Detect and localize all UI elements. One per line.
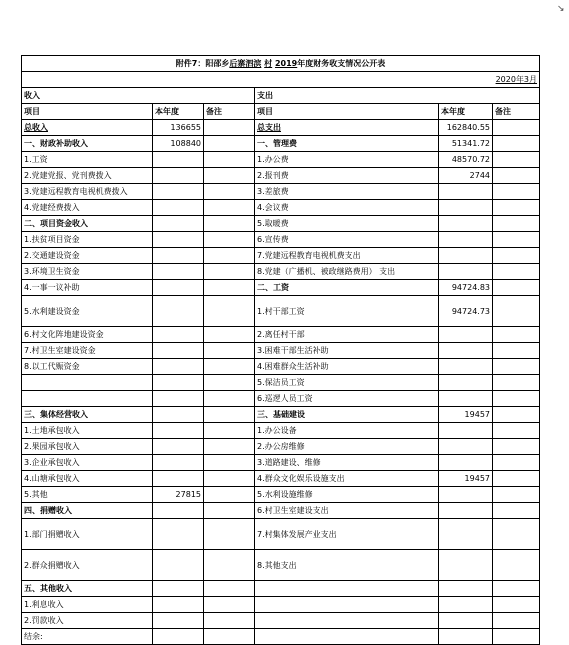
income-item-value — [153, 168, 204, 184]
income-item-value — [153, 359, 204, 375]
income-item-label: 3.环境卫生资金 — [22, 264, 153, 280]
table-row — [22, 581, 540, 597]
finance-table — [21, 55, 540, 645]
table-row — [22, 407, 540, 423]
expense-item-note — [493, 439, 540, 455]
expense-total-label: 总支出 — [255, 120, 439, 136]
table-row — [22, 519, 540, 550]
expense-item-note — [493, 216, 540, 232]
table-row — [22, 391, 540, 407]
title-village: 后寨泗滨 — [229, 59, 262, 68]
income-item-value — [153, 455, 204, 471]
expense-empty-cell — [439, 613, 493, 629]
income-item-label: 3.企业承包收入 — [22, 455, 153, 471]
expense-item-note — [493, 359, 540, 375]
income-item-value — [153, 597, 204, 613]
title-unit: 村 — [264, 59, 273, 68]
expense-item-value — [439, 232, 493, 248]
income-item-value — [153, 391, 204, 407]
income-item-note — [204, 581, 255, 597]
income-item-label: 2.群众捐赠收入 — [22, 550, 153, 581]
expense-empty-cell — [493, 613, 540, 629]
expense-item-note — [493, 423, 540, 439]
date-year: 2020 — [495, 75, 516, 84]
expense-empty-cell — [255, 597, 439, 613]
table-row — [22, 343, 540, 359]
expense-item-note — [493, 296, 540, 327]
expense-item-label: 1.办公设备 — [255, 423, 439, 439]
expense-item-label: 3.差旅费 — [255, 184, 439, 200]
income-item-note — [204, 200, 255, 216]
expense-empty-cell — [493, 597, 540, 613]
expense-item-label: 8.其他支出 — [255, 550, 439, 581]
table-row — [22, 487, 540, 503]
expense-item-note — [493, 248, 540, 264]
income-item-label: 一、财政补助收入 — [22, 136, 153, 152]
income-item-header: 项目 — [22, 104, 153, 120]
expense-item-label: 3.困难干部生活补助 — [255, 343, 439, 359]
table-row — [22, 375, 540, 391]
expense-item-note — [493, 200, 540, 216]
income-item-note — [204, 487, 255, 503]
income-item-note — [204, 519, 255, 550]
income-item-note — [204, 613, 255, 629]
title-prefix: 附件7：阳邵乡 — [175, 59, 230, 68]
income-year-header: 本年度 — [153, 104, 204, 120]
expense-item-label: 5.取暖费 — [255, 216, 439, 232]
expense-empty-cell — [255, 581, 439, 597]
expense-item-label: 6.巡逻人员工资 — [255, 391, 439, 407]
page-title — [22, 56, 540, 72]
income-item-note — [204, 232, 255, 248]
income-item-label: 2.罚款收入 — [22, 613, 153, 629]
income-item-note — [204, 407, 255, 423]
income-item-note — [204, 550, 255, 581]
income-item-value: 27815 — [153, 487, 204, 503]
income-item-label: 5.水利建设资金 — [22, 296, 153, 327]
expense-item-note — [493, 487, 540, 503]
expense-item-note — [493, 343, 540, 359]
income-item-label: 结余: — [22, 629, 153, 645]
income-item-value — [153, 184, 204, 200]
income-item-value — [153, 200, 204, 216]
table-row — [22, 503, 540, 519]
income-item-value — [153, 296, 204, 327]
expense-item-label: 2.报刊费 — [255, 168, 439, 184]
expense-empty-cell — [493, 629, 540, 645]
income-item-value — [153, 519, 204, 550]
expense-item-value — [439, 375, 493, 391]
table-row — [22, 423, 540, 439]
expense-item-note — [493, 375, 540, 391]
date-month: 年3月 — [515, 75, 538, 84]
table-row — [22, 359, 540, 375]
table-row — [22, 439, 540, 455]
income-item-label: 二、项目资金收入 — [22, 216, 153, 232]
income-item-note — [204, 296, 255, 327]
table-row — [22, 613, 540, 629]
expense-item-value: 94724.73 — [439, 296, 493, 327]
income-item-label: 2.党建党报、党刊费拨入 — [22, 168, 153, 184]
expense-item-value — [439, 184, 493, 200]
expense-item-label: 6.村卫生室建设支出 — [255, 503, 439, 519]
table-row — [22, 455, 540, 471]
income-item-note — [204, 327, 255, 343]
income-item-note — [204, 184, 255, 200]
table-row — [22, 280, 540, 296]
income-item-note — [204, 136, 255, 152]
income-item-label: 4.党建经费拨入 — [22, 200, 153, 216]
income-item-label: 3.党建远程教育电视机费拨入 — [22, 184, 153, 200]
income-item-label: 四、捐赠收入 — [22, 503, 153, 519]
income-item-value — [153, 152, 204, 168]
table-row — [22, 200, 540, 216]
table-row — [22, 168, 540, 184]
expense-item-label: 2.离任村干部 — [255, 327, 439, 343]
income-item-note — [204, 629, 255, 645]
sheet-corner-mark: ↘ — [557, 4, 565, 14]
income-item-note — [204, 375, 255, 391]
expense-item-label: 7.村集体发展产业支出 — [255, 519, 439, 550]
income-item-label: 1.部门捐赠收入 — [22, 519, 153, 550]
expense-item-label: 5.保洁员工资 — [255, 375, 439, 391]
expense-empty-cell — [439, 629, 493, 645]
income-item-value — [153, 280, 204, 296]
income-item-note — [204, 455, 255, 471]
expense-item-label: 5.水利设施维修 — [255, 487, 439, 503]
table-row — [22, 629, 540, 645]
income-item-note — [204, 343, 255, 359]
income-item-label: 5.其他 — [22, 487, 153, 503]
income-total-value: 136655 — [153, 120, 204, 136]
income-item-value — [153, 629, 204, 645]
expense-item-value: 2744 — [439, 168, 493, 184]
table-row — [22, 550, 540, 581]
expense-item-note — [493, 327, 540, 343]
income-item-note — [204, 248, 255, 264]
expense-item-note — [493, 503, 540, 519]
expense-year-header: 本年度 — [439, 104, 493, 120]
income-item-label: 1.扶贫项目资金 — [22, 232, 153, 248]
expense-item-note — [493, 168, 540, 184]
expense-item-label: 二、工资 — [255, 280, 439, 296]
expense-item-label: 4.会议费 — [255, 200, 439, 216]
expense-item-header: 项目 — [255, 104, 439, 120]
income-total-note — [204, 120, 255, 136]
table-row — [22, 296, 540, 327]
expense-item-note — [493, 152, 540, 168]
table-row — [22, 471, 540, 487]
table-row — [22, 136, 540, 152]
income-item-label: 8.以工代赈资金 — [22, 359, 153, 375]
expense-item-value: 19457 — [439, 471, 493, 487]
expense-item-note — [493, 519, 540, 550]
expense-item-value — [439, 423, 493, 439]
expense-empty-cell — [439, 597, 493, 613]
expense-item-value — [439, 248, 493, 264]
income-total-label: 总收入 — [22, 120, 153, 136]
income-item-value — [153, 248, 204, 264]
income-item-note — [204, 503, 255, 519]
expense-item-label: 4.困难群众生活补助 — [255, 359, 439, 375]
title-suffix: 年度财务收支情况公开表 — [297, 59, 386, 68]
expense-item-value — [439, 359, 493, 375]
expense-item-value: 94724.83 — [439, 280, 493, 296]
expense-item-note — [493, 391, 540, 407]
income-item-note — [204, 280, 255, 296]
income-item-note — [204, 216, 255, 232]
expense-total-value: 162840.55 — [439, 120, 493, 136]
expense-item-note — [493, 136, 540, 152]
expense-item-value — [439, 439, 493, 455]
income-item-label: 4.一事一议补助 — [22, 280, 153, 296]
income-item-label: 2.果园承包收入 — [22, 439, 153, 455]
table-row — [22, 216, 540, 232]
income-item-label: 三、集体经营收入 — [22, 407, 153, 423]
expense-item-label: 3.道路建设、维修 — [255, 455, 439, 471]
expense-empty-cell — [255, 613, 439, 629]
expense-item-value — [439, 343, 493, 359]
expense-item-value — [439, 503, 493, 519]
income-item-label: 7.村卫生室建设资金 — [22, 343, 153, 359]
expense-total-note — [493, 120, 540, 136]
title-year: 2019 — [274, 59, 298, 68]
income-item-value — [153, 581, 204, 597]
income-item-value: 108840 — [153, 136, 204, 152]
expense-item-note — [493, 407, 540, 423]
income-item-label — [22, 391, 153, 407]
income-item-value — [153, 407, 204, 423]
expense-header: 支出 — [255, 88, 540, 104]
income-item-note — [204, 423, 255, 439]
income-item-label: 1.土地承包收入 — [22, 423, 153, 439]
income-item-value — [153, 375, 204, 391]
expense-item-value — [439, 550, 493, 581]
table-row — [22, 264, 540, 280]
expense-item-value — [439, 519, 493, 550]
expense-item-value: 51341.72 — [439, 136, 493, 152]
income-item-note — [204, 264, 255, 280]
expense-item-value — [439, 216, 493, 232]
expense-item-value — [439, 391, 493, 407]
income-item-value — [153, 216, 204, 232]
expense-item-note — [493, 550, 540, 581]
income-header: 收入 — [22, 88, 255, 104]
income-note-header: 备注 — [204, 104, 255, 120]
table-row — [22, 152, 540, 168]
income-item-value — [153, 232, 204, 248]
expense-item-value — [439, 327, 493, 343]
income-item-label: 4.山塘承包收入 — [22, 471, 153, 487]
expense-item-note — [493, 264, 540, 280]
income-item-label — [22, 375, 153, 391]
table-row — [22, 232, 540, 248]
income-item-label: 2.交通建设资金 — [22, 248, 153, 264]
income-item-value — [153, 471, 204, 487]
expense-item-note — [493, 184, 540, 200]
expense-item-label: 8.党建（广播机、被政继路费用） 支出 — [255, 264, 439, 280]
expense-item-value — [439, 264, 493, 280]
expense-item-label: 三、基础建设 — [255, 407, 439, 423]
expense-item-value — [439, 487, 493, 503]
expense-item-note — [493, 280, 540, 296]
income-item-note — [204, 439, 255, 455]
income-item-note — [204, 359, 255, 375]
expense-item-note — [493, 471, 540, 487]
expense-item-label: 一、管理费 — [255, 136, 439, 152]
expense-item-label: 4.群众文化娱乐设施支出 — [255, 471, 439, 487]
table-row — [22, 327, 540, 343]
income-item-value — [153, 327, 204, 343]
expense-item-label: 6.宣传费 — [255, 232, 439, 248]
income-item-note — [204, 168, 255, 184]
expense-empty-cell — [439, 581, 493, 597]
expense-item-note — [493, 455, 540, 471]
income-item-value — [153, 439, 204, 455]
expense-item-label: 1.村干部工资 — [255, 296, 439, 327]
report-date — [22, 72, 540, 88]
expense-item-value — [439, 200, 493, 216]
income-item-value — [153, 264, 204, 280]
expense-item-note — [493, 232, 540, 248]
table-row — [22, 597, 540, 613]
income-item-note — [204, 471, 255, 487]
expense-item-label: 2.办公房维修 — [255, 439, 439, 455]
income-item-value — [153, 550, 204, 581]
income-item-label: 6.村文化阵地建设资金 — [22, 327, 153, 343]
expense-item-value: 48570.72 — [439, 152, 493, 168]
income-item-label: 1.利息收入 — [22, 597, 153, 613]
income-item-value — [153, 423, 204, 439]
income-item-note — [204, 391, 255, 407]
table-row — [22, 248, 540, 264]
expense-note-header: 备注 — [493, 104, 540, 120]
income-item-value — [153, 343, 204, 359]
income-item-label: 五、其他收入 — [22, 581, 153, 597]
expense-empty-cell — [255, 629, 439, 645]
table-row — [22, 184, 540, 200]
expense-empty-cell — [493, 581, 540, 597]
income-item-note — [204, 152, 255, 168]
expense-item-value — [439, 455, 493, 471]
expense-item-value: 19457 — [439, 407, 493, 423]
income-item-value — [153, 503, 204, 519]
income-item-label: 1.工资 — [22, 152, 153, 168]
income-item-note — [204, 597, 255, 613]
expense-item-label: 1.办公费 — [255, 152, 439, 168]
income-item-value — [153, 613, 204, 629]
expense-item-label: 7.党建远程教育电视机费支出 — [255, 248, 439, 264]
